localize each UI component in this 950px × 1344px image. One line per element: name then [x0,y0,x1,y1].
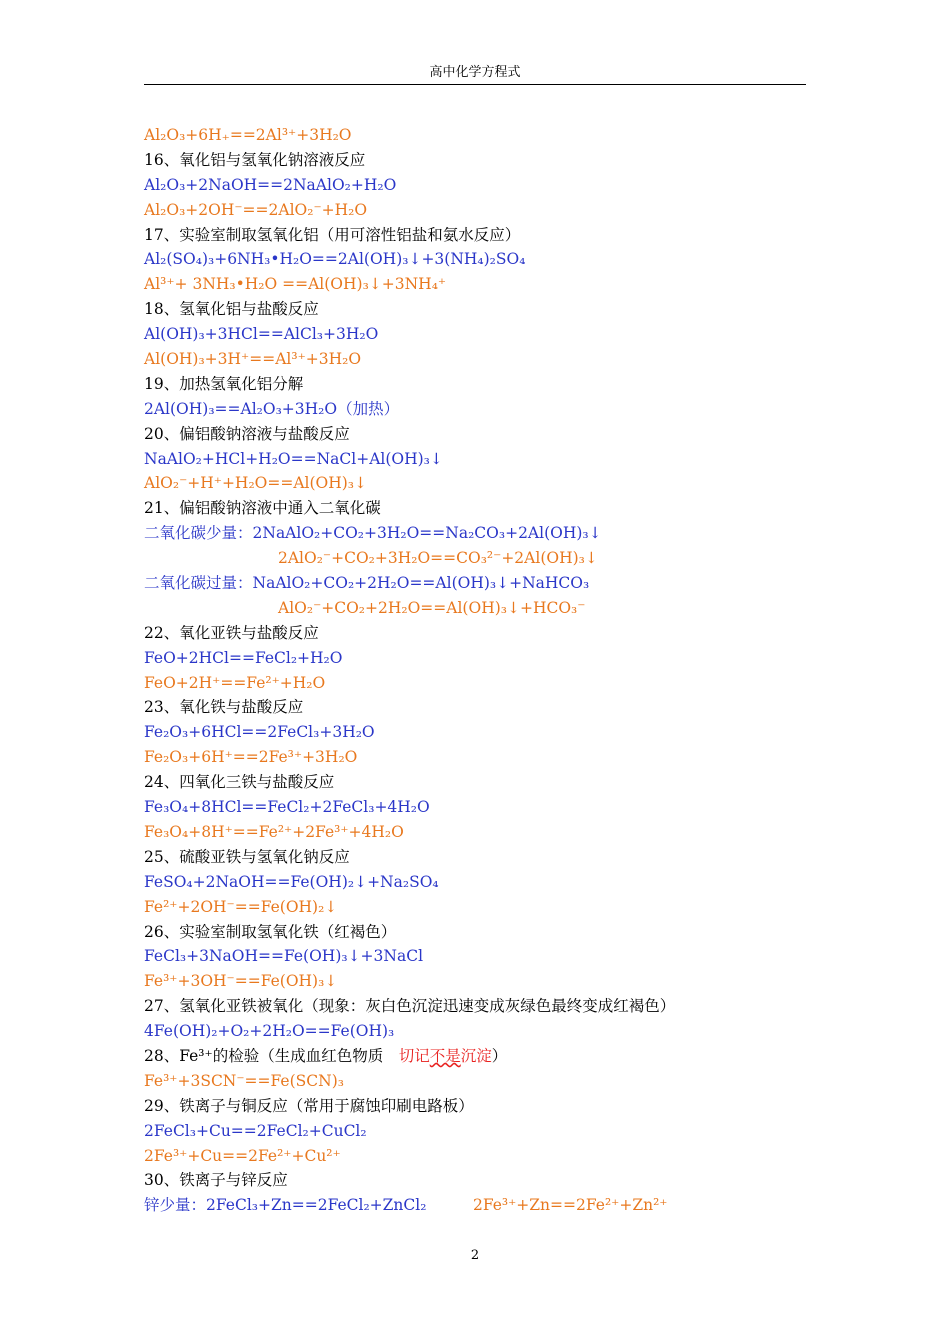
equation-line [144,870,824,895]
text-segment: 锌少量： [144,1196,207,1215]
text-segment: 2Fe³⁺+Zn==2Fe²⁺+Zn²⁺ [472,1196,668,1215]
text-segment: 21、偏铝酸钠溶液中通入二氧化碳 [144,499,381,518]
text-segment: Al₂O₃+2OH⁻==2AlO₂⁻+H₂O [144,200,368,219]
text-segment: 切记 [398,1046,430,1065]
text-segment: FeSO₄+2NaOH==Fe(OH)₂↓+Na₂SO₄ [144,872,439,891]
section-heading [144,1044,824,1069]
text-segment: 2Al(OH)₃==Al₂O₃+3H₂O（加热） [144,399,400,418]
equation-line [144,969,824,994]
text-segment: 22、氧化亚铁与盐酸反应 [144,623,319,642]
text-segment: 19、加热氢氧化铝分解 [144,374,304,393]
equation-line [144,1069,824,1094]
text-segment: Al₂(SO₄)₃+6NH₃•H₂O==2Al(OH)₃↓+3(NH₄)₂SO₄ [144,250,526,269]
section-heading [144,1168,824,1193]
text-segment: 二氧化碳过量： [144,574,253,593]
text-segment: AlO₂⁻+CO₂+2H₂O==Al(OH)₃↓+HCO₃⁻ [278,598,586,617]
equation-line [144,546,824,571]
equation-line [144,571,824,596]
text-segment: 不是 [429,1046,461,1065]
section-heading [144,621,824,646]
text-segment: Fe³⁺+3SCN⁻==Fe(SCN)₃ [144,1071,344,1090]
section-heading [144,1094,824,1119]
text-segment: Al³⁺+ 3NH₃•H₂O ==Al(OH)₃↓+3NH₄⁺ [144,275,447,294]
section-heading [144,994,824,1019]
section-heading [144,845,824,870]
section-heading [144,223,824,248]
text-segment: AlO₂⁻+H⁺+H₂O==Al(OH)₃↓ [144,474,368,493]
text-segment: 16、氧化铝与氢氧化钠溶液反应 [144,150,366,169]
equation-line [144,1119,824,1144]
text-segment: 2NaAlO₂+CO₂+3H₂O==Na₂CO₃+2Al(OH)₃↓ [252,524,602,543]
section-heading [144,695,824,720]
text-segment: 23、氧化铁与盐酸反应 [144,698,304,717]
text-segment: ） [491,1046,508,1065]
text-segment: Fe₂O₃+6HCl==2FeCl₃+3H₂O [144,723,375,742]
equation-line [144,247,824,272]
text-segment: 18、氢氧化铝与盐酸反应 [144,300,319,319]
text-segment: 27、氢氧化亚铁被氧化（现象：灰白色沉淀迅速变成灰绿色最终变成红褐色） [144,997,676,1016]
text-segment [426,1196,473,1214]
equation-line [144,347,824,372]
section-heading [144,920,824,945]
equation-line [144,521,824,546]
equation-line [144,1144,824,1169]
page-header [144,62,806,85]
equation-line [144,173,824,198]
text-segment: Fe³⁺+3OH⁻==Fe(OH)₃↓ [144,972,338,991]
text-segment: Al₂O₃+2NaOH==2NaAlO₂+H₂O [144,175,397,194]
equation-line [144,944,824,969]
text-segment: NaAlO₂+CO₂+2H₂O==Al(OH)₃↓+NaHCO₃ [252,574,590,593]
equation-line [144,397,824,422]
section-heading [144,496,824,521]
text-segment: 20、偏铝酸钠溶液与盐酸反应 [144,424,350,443]
text-segment: 2FeCl₃+Cu==2FeCl₂+CuCl₂ [144,1121,367,1140]
equation-line [144,1193,824,1218]
equation-line [144,123,824,148]
text-segment: 30、铁离子与锌反应 [144,1171,288,1190]
equation-line [144,671,824,696]
text-segment: 17、实验室制取氢氧化铝（用可溶性铝盐和氨水反应） [144,225,521,244]
equation-line [144,322,824,347]
text-segment: 28、Fe³⁺的检验（生成血红色物质 [144,1046,399,1065]
text-segment: 26、实验室制取氢氧化铁（红褐色） [144,922,397,941]
text-segment: 二氧化碳少量： [144,524,253,543]
document-body [144,123,824,1218]
page-number: 2 [470,1248,480,1263]
equation-line [144,720,824,745]
text-segment: 25、硫酸亚铁与氢氧化钠反应 [144,847,350,866]
text-segment: 2Fe³⁺+Cu==2Fe²⁺+Cu²⁺ [144,1146,341,1165]
section-heading [144,148,824,173]
text-segment: NaAlO₂+HCl+H₂O==NaCl+Al(OH)₃↓ [144,449,443,468]
text-segment: FeCl₃+3NaOH==Fe(OH)₃↓+3NaCl [144,947,424,966]
equation-line [144,471,824,496]
section-heading [144,422,824,447]
equation-line [144,596,824,621]
equation-line [144,447,824,472]
text-segment: Al(OH)₃+3HCl==AlCl₃+3H₂O [144,325,379,344]
section-heading [144,770,824,795]
equation-line [144,1019,824,1044]
text-segment: 24、四氧化三铁与盐酸反应 [144,773,335,792]
section-heading [144,372,824,397]
text-segment: Al₂O₃+6H₊==2Al³⁺+3H₂O [144,126,352,144]
text-segment: 4Fe(OH)₂+O₂+2H₂O==Fe(OH)₃ [144,1022,395,1041]
section-heading [144,297,824,322]
text-segment: 2FeCl₃+Zn==2FeCl₂+ZnCl₂ [206,1196,427,1215]
equation-line [144,272,824,297]
text-segment: 29、铁离子与铜反应（常用于腐蚀印刷电路板） [144,1096,474,1115]
text-segment: 2AlO₂⁻+CO₂+3H₂O==CO₃²⁻+2Al(OH)₃↓ [278,549,598,568]
equation-line [144,646,824,671]
text-segment: FeO+2H⁺==Fe²⁺+H₂O [144,673,326,692]
text-segment: Fe₃O₄+8HCl==FeCl₂+2FeCl₃+4H₂O [144,798,430,817]
equation-line [144,745,824,770]
text-segment: Fe²⁺+2OH⁻==Fe(OH)₂↓ [144,897,338,916]
equation-line [144,820,824,845]
text-segment: 沉淀 [460,1046,492,1065]
text-segment: Al(OH)₃+3H⁺==Al³⁺+3H₂O [144,350,362,369]
text-segment: Fe₂O₃+6H⁺==2Fe³⁺+3H₂O [144,748,358,767]
header-title: 高中化学方程式 [429,65,521,80]
text-segment: FeO+2HCl==FeCl₂+H₂O [144,648,343,667]
equation-line [144,198,824,223]
text-segment: Fe₃O₄+8H⁺==Fe²⁺+2Fe³⁺+4H₂O [144,822,404,841]
equation-line [144,895,824,920]
equation-line [144,795,824,820]
